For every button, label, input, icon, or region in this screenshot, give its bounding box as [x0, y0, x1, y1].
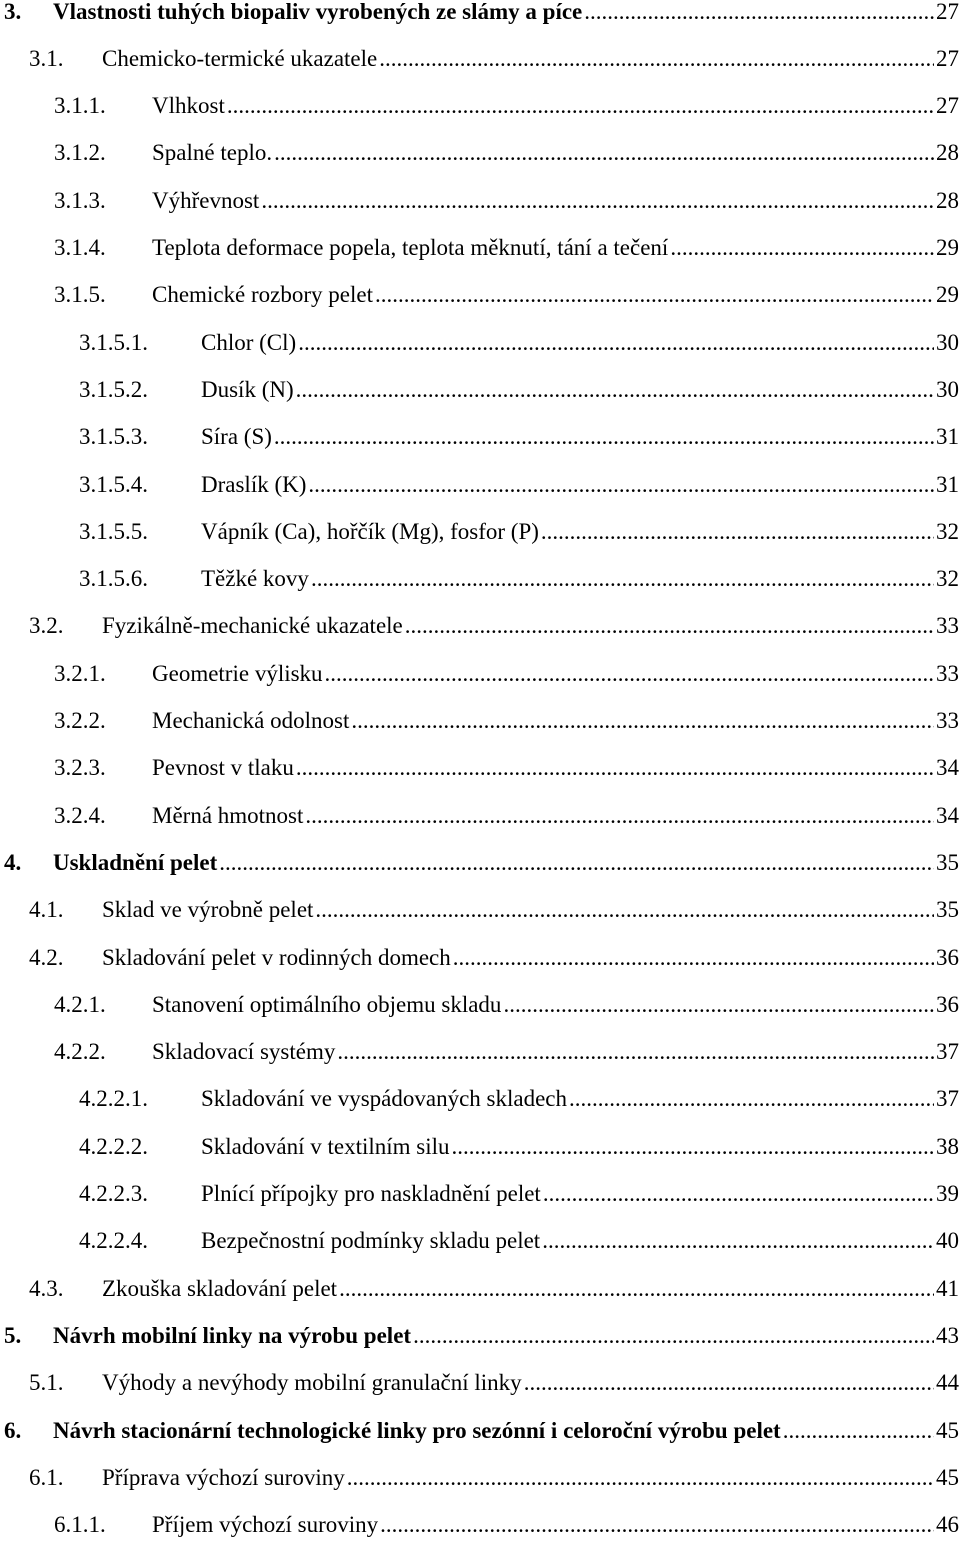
toc-entry-title: Teplota deformace popela, teplota měknutí, tání a tečení [152, 235, 669, 260]
toc-entry-title: Vápník (Ca), hořčík (Mg), fosfor (P) [201, 518, 539, 544]
toc-entry-page-number: 37 [936, 1086, 959, 1112]
toc-dot-leader [453, 944, 934, 972]
toc-entry-number: 4.2. [29, 944, 64, 970]
toc-entry-number: 4. [4, 849, 22, 875]
toc-entry-page-number: 36 [936, 944, 959, 970]
toc-entry-page-number: 29 [936, 282, 959, 308]
toc-entry[interactable] [29, 934, 960, 981]
toc-dot-leader [261, 187, 934, 215]
toc-dot-leader [541, 518, 934, 546]
toc-entry[interactable] [79, 1076, 960, 1123]
toc-entry-page-number: 30 [936, 329, 959, 355]
toc-entry[interactable] [79, 461, 960, 508]
toc-entry[interactable] [54, 1502, 960, 1549]
toc-dot-leader [219, 849, 934, 877]
toc-entry[interactable] [54, 130, 960, 177]
toc-dot-leader [298, 329, 934, 357]
toc-entry-title: Skladování pelet v rodinných domech [102, 944, 451, 970]
toc-entry-title: Příjem výchozí suroviny [152, 1512, 379, 1538]
toc-entry[interactable] [4, 1312, 960, 1359]
toc-entry-page-number: 28 [936, 187, 959, 213]
toc-dot-leader [305, 802, 934, 830]
toc-entry-title: Draslík (K) [201, 471, 307, 497]
toc-entry[interactable] [54, 83, 960, 130]
toc-entry[interactable] [79, 414, 960, 461]
toc-entry-title: Skladovací systémy [152, 1039, 336, 1065]
toc-entry-title: Fyzikálně-mechanické ukazatele [102, 613, 403, 639]
toc-entry[interactable] [29, 603, 960, 650]
toc-entry-title: Sklad ve výrobně pelet [102, 897, 314, 923]
toc-entry[interactable] [54, 225, 960, 272]
toc-entry-title: Příprava výchozí suroviny [102, 1464, 345, 1490]
toc-entry-title: Skladování v textilním silu [201, 1133, 450, 1159]
toc-entry-page-number: 38 [936, 1133, 959, 1159]
toc-entry-title: Skladování ve vyspádovaných skladech [201, 1086, 567, 1112]
toc-entry-number: 3.2.3. [54, 755, 106, 781]
toc-dot-leader [296, 376, 934, 404]
toc-entry-number: 5.1. [29, 1370, 64, 1396]
toc-entry[interactable] [4, 839, 960, 886]
toc-entry-number: 3.1.5.5. [79, 518, 148, 544]
toc-entry-title: Vlastnosti tuhých biopaliv vyrobených ze slámy a píce [53, 0, 583, 24]
toc-dot-leader [543, 1180, 934, 1208]
toc-entry-title: Výhřevnost [152, 187, 260, 213]
toc-entry-number: 4.2.2.2. [79, 1133, 148, 1159]
toc-entry-number: 3.1.5. [54, 282, 106, 308]
toc-entry-title: Návrh stacionární technologické linky pro sezónní i celoroční výrobu pelet [53, 1417, 781, 1443]
toc-dot-leader [670, 234, 934, 262]
toc-entry[interactable] [79, 1123, 960, 1170]
toc-entry-number: 3.2. [29, 613, 64, 639]
toc-entry-page-number: 30 [936, 376, 959, 402]
toc-entry-number: 6.1. [29, 1464, 64, 1490]
toc-entry-page-number: 41 [936, 1275, 959, 1301]
toc-entry-title: Uskladnění pelet [53, 849, 218, 875]
toc-entry-page-number: 27 [936, 0, 959, 24]
toc-entry-title: Chlor (Cl) [201, 329, 297, 355]
toc-entry-page-number: 32 [936, 566, 959, 592]
toc-entry[interactable] [79, 1171, 960, 1218]
toc-entry-title: Plnící přípojky pro naskladnění pelet [201, 1181, 541, 1206]
toc-entry[interactable] [54, 1029, 960, 1076]
toc-entry-title: Vlhkost [152, 93, 225, 119]
toc-entry-number: 5. [4, 1322, 22, 1348]
toc-entry-title: Zkouška skladování pelet [102, 1275, 338, 1301]
toc-entry-number: 4.2.2. [54, 1039, 106, 1065]
toc-entry[interactable] [79, 508, 960, 555]
toc-entry-page-number: 35 [936, 849, 959, 875]
toc-entry-page-number: 34 [936, 755, 959, 781]
toc-entry-number: 3.1.5.4. [79, 471, 148, 497]
toc-dot-leader [452, 1133, 934, 1161]
toc-entry[interactable] [54, 650, 960, 697]
toc-entry[interactable] [54, 981, 960, 1028]
toc-entry-number: 3.1.1. [54, 93, 106, 119]
toc-entry-number: 3.2.1. [54, 660, 106, 686]
toc-entry[interactable] [29, 887, 960, 934]
toc-entry-title: Stanovení optimálního objemu skladu [152, 991, 502, 1017]
toc-dot-leader [380, 1511, 934, 1539]
toc-dot-leader [783, 1417, 934, 1445]
toc-entry-number: 6. [4, 1417, 22, 1443]
toc-entry[interactable] [54, 272, 960, 319]
toc-entry-page-number: 33 [936, 613, 959, 639]
toc-entry-page-number: 36 [936, 991, 959, 1017]
toc-dot-leader [524, 1369, 934, 1397]
toc-dot-leader [325, 660, 934, 688]
toc-entry-page-number: 46 [936, 1512, 959, 1538]
toc-entry[interactable] [29, 1265, 960, 1312]
toc-entry-number: 4.1. [29, 897, 64, 923]
toc-entry[interactable] [79, 319, 960, 366]
toc-entry[interactable] [4, 0, 960, 35]
toc-dot-leader [311, 565, 934, 593]
toc-entry-number: 3.2.2. [54, 708, 106, 733]
toc-entry-title: Těžké kovy [201, 566, 309, 592]
toc-entry[interactable] [54, 792, 960, 839]
toc-entry[interactable] [29, 1360, 960, 1407]
toc-dot-leader [379, 45, 934, 73]
toc-entry-page-number: 40 [936, 1228, 959, 1254]
toc-entry-title: Pevnost v tlaku [152, 755, 294, 781]
toc-entry-number: 3.1.3. [54, 187, 106, 213]
toc-entry[interactable] [79, 556, 960, 603]
toc-entry[interactable] [54, 177, 960, 224]
toc-entry-title: Síra (S) [201, 424, 272, 450]
toc-entry-number: 3.1.5.6. [79, 566, 148, 592]
toc-entry-title: Měrná hmotnost [152, 802, 304, 828]
toc-entry[interactable] [79, 366, 960, 413]
toc-entry-page-number: 29 [936, 235, 959, 260]
toc-dot-leader [347, 1464, 934, 1492]
toc-dot-leader [405, 612, 934, 640]
toc-entry-title: Chemicko-termické ukazatele [102, 45, 378, 71]
toc-entry-number: 3.1. [29, 45, 64, 71]
toc-entry-number: 3.1.5.2. [79, 376, 148, 402]
toc-entry-page-number: 37 [936, 1039, 959, 1065]
toc-entry[interactable] [79, 1218, 960, 1265]
toc-entry[interactable] [4, 1407, 960, 1454]
toc-entry-number: 4.2.2.4. [79, 1228, 148, 1254]
toc-entry-page-number: 27 [936, 93, 959, 119]
toc-entry-page-number: 39 [936, 1181, 959, 1206]
toc-entry-number: 3.2.4. [54, 802, 106, 828]
toc-dot-leader [227, 92, 934, 120]
toc-entry-number: 3. [4, 0, 22, 24]
toc-entry-page-number: 44 [936, 1370, 959, 1396]
toc-dot-leader [542, 1227, 934, 1255]
toc-entry-page-number: 45 [936, 1464, 959, 1490]
toc-entry-number: 4.3. [29, 1275, 64, 1301]
toc-dot-leader [308, 471, 934, 499]
toc-dot-leader [315, 896, 934, 924]
toc-entry-page-number: 31 [936, 471, 959, 497]
toc-dot-leader [274, 139, 934, 167]
toc-entry-title: Návrh mobilní linky na výrobu pelet [53, 1322, 412, 1348]
toc-entry-number: 4.2.2.1. [79, 1086, 148, 1112]
toc-dot-leader [584, 0, 934, 26]
toc-entry[interactable] [54, 698, 960, 745]
toc-entry-page-number: 33 [936, 708, 959, 733]
toc-entry[interactable] [54, 745, 960, 792]
toc-dot-leader [413, 1322, 934, 1350]
toc-entry-page-number: 35 [936, 897, 959, 923]
toc-entry-title: Výhody a nevýhody mobilní granulační linky [102, 1370, 522, 1396]
toc-entry-number: 3.1.5.3. [79, 424, 148, 450]
toc-dot-leader [569, 1085, 934, 1113]
toc-entry[interactable] [29, 1454, 960, 1501]
toc-entry-title: Spalné teplo. [152, 140, 273, 166]
toc-dot-leader [339, 1275, 934, 1303]
toc-entry-number: 4.2.1. [54, 991, 106, 1017]
toc-entry-page-number: 32 [936, 518, 959, 544]
toc-entry-page-number: 34 [936, 802, 959, 828]
toc-entry-number: 3.1.4. [54, 235, 106, 260]
toc-entry[interactable] [29, 35, 960, 82]
toc-entry-title: Geometrie výlisku [152, 660, 323, 686]
toc-dot-leader [375, 281, 934, 309]
toc-entry-number: 3.1.2. [54, 140, 106, 166]
toc-entry-title: Bezpečnostní podmínky skladu pelet [201, 1228, 541, 1254]
toc-entry-title: Mechanická odolnost [152, 708, 350, 733]
toc-entry-number: 3.1.5.1. [79, 329, 148, 355]
toc-dot-leader [503, 991, 934, 1019]
toc-entry-page-number: 31 [936, 424, 959, 450]
toc-entry-page-number: 45 [936, 1417, 959, 1443]
toc-entry-page-number: 33 [936, 660, 959, 686]
toc-entry-number: 6.1.1. [54, 1512, 106, 1538]
toc-dot-leader [337, 1038, 934, 1066]
toc-dot-leader [351, 707, 934, 735]
toc-dot-leader [296, 754, 934, 782]
toc-entry-page-number: 27 [936, 45, 959, 71]
toc-entry-page-number: 43 [936, 1322, 959, 1348]
toc-entry-page-number: 28 [936, 140, 959, 166]
toc-entry-number: 4.2.2.3. [79, 1181, 148, 1206]
toc-dot-leader [274, 423, 934, 451]
toc-entry-title: Dusík (N) [201, 376, 294, 402]
toc-entry-title: Chemické rozbory pelet [152, 282, 373, 308]
